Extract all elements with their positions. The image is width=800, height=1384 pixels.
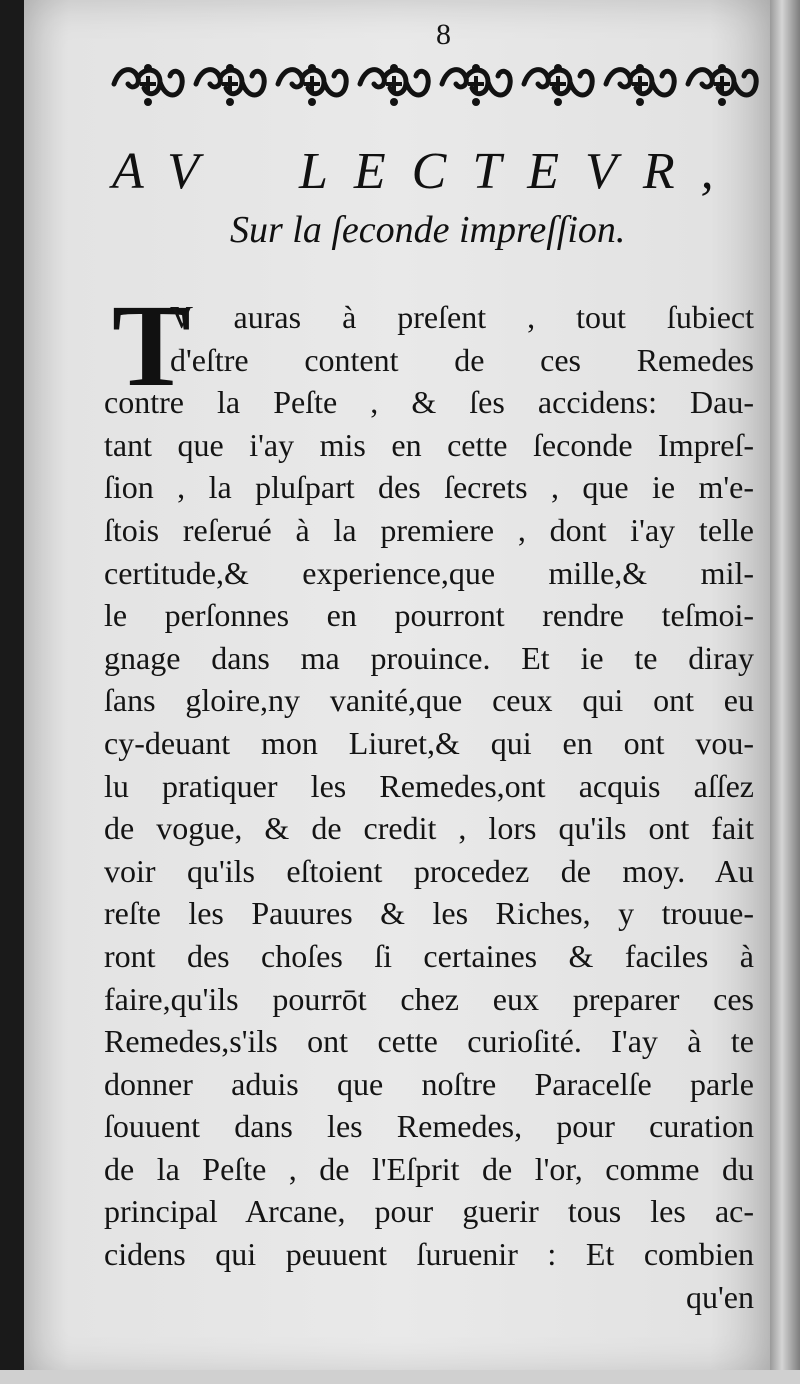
text-line: d'eſtre content de ces Remedes — [170, 341, 754, 378]
body-text — [104, 280, 754, 1318]
text-line: ront des choſes ſi certaines & faciles à — [104, 937, 754, 974]
text-line: cy-deuant mon Liuret,& qui en ont vou- — [104, 724, 754, 761]
text-line: ſtois reſerué à la premiere , dont i'ay telle — [104, 511, 754, 548]
text-line: V auras à preſent , tout ſubiect — [170, 299, 754, 335]
text-line: contre la Peſte , & ſes accidens: Dau- — [104, 384, 754, 421]
catchword: qu'en — [686, 1278, 754, 1315]
text-line: Remedes,s'ils ont cette curioſité. I'ay à te — [104, 1023, 754, 1060]
text-line: ſouuent dans les Remedes, pour curation — [104, 1108, 754, 1145]
text-line: certitude,& experience,que mille,& mil- — [104, 554, 754, 591]
text-line: cidens qui peuuent ſuruenir : Et combien — [104, 1236, 754, 1273]
subheading: Sur la ſeconde impreſſion. — [230, 209, 626, 251]
printers-ornament — [110, 58, 760, 110]
page-bottom-edge — [0, 1370, 800, 1384]
text-line: de vogue, & de credit , lors qu'ils ont fait — [104, 810, 754, 847]
text-line: reſte les Pauures & les Riches, y trouue- — [104, 895, 754, 932]
text-line: lu pratiquer les Remedes,ont acquis aſſez — [104, 767, 754, 804]
text-line: ſion , la pluſpart des ſecrets , que ie m'e- — [104, 469, 754, 506]
drop-cap: T — [112, 280, 191, 411]
text-line: gnage dans ma prouince. Et ie te diray — [104, 639, 754, 676]
text-line: ſans gloire,ny vanité,que ceux qui ont eu — [104, 682, 754, 719]
text-line: faire,qu'ils pourrōt chez eux preparer ces — [104, 980, 754, 1017]
text-line: de la Peſte , de l'Eſprit de l'or, comme du — [104, 1150, 754, 1187]
text-line: donner aduis que noſtre Paracelſe parle — [104, 1065, 754, 1102]
text-line: voir qu'ils eſtoient procedez de moy. Au — [104, 852, 754, 889]
page-edge — [770, 0, 800, 1384]
heading-au-lecteur: AV LECTEVR, — [112, 143, 740, 200]
text-line: tant que i'ay mis en cette ſeconde Impreſ- — [104, 426, 754, 463]
page-number: 8 — [436, 18, 451, 51]
text-line: le perſonnes en pourront rendre teſmoi- — [104, 597, 754, 634]
text-line: principal Arcane, pour guerir tous les ac- — [104, 1193, 754, 1230]
